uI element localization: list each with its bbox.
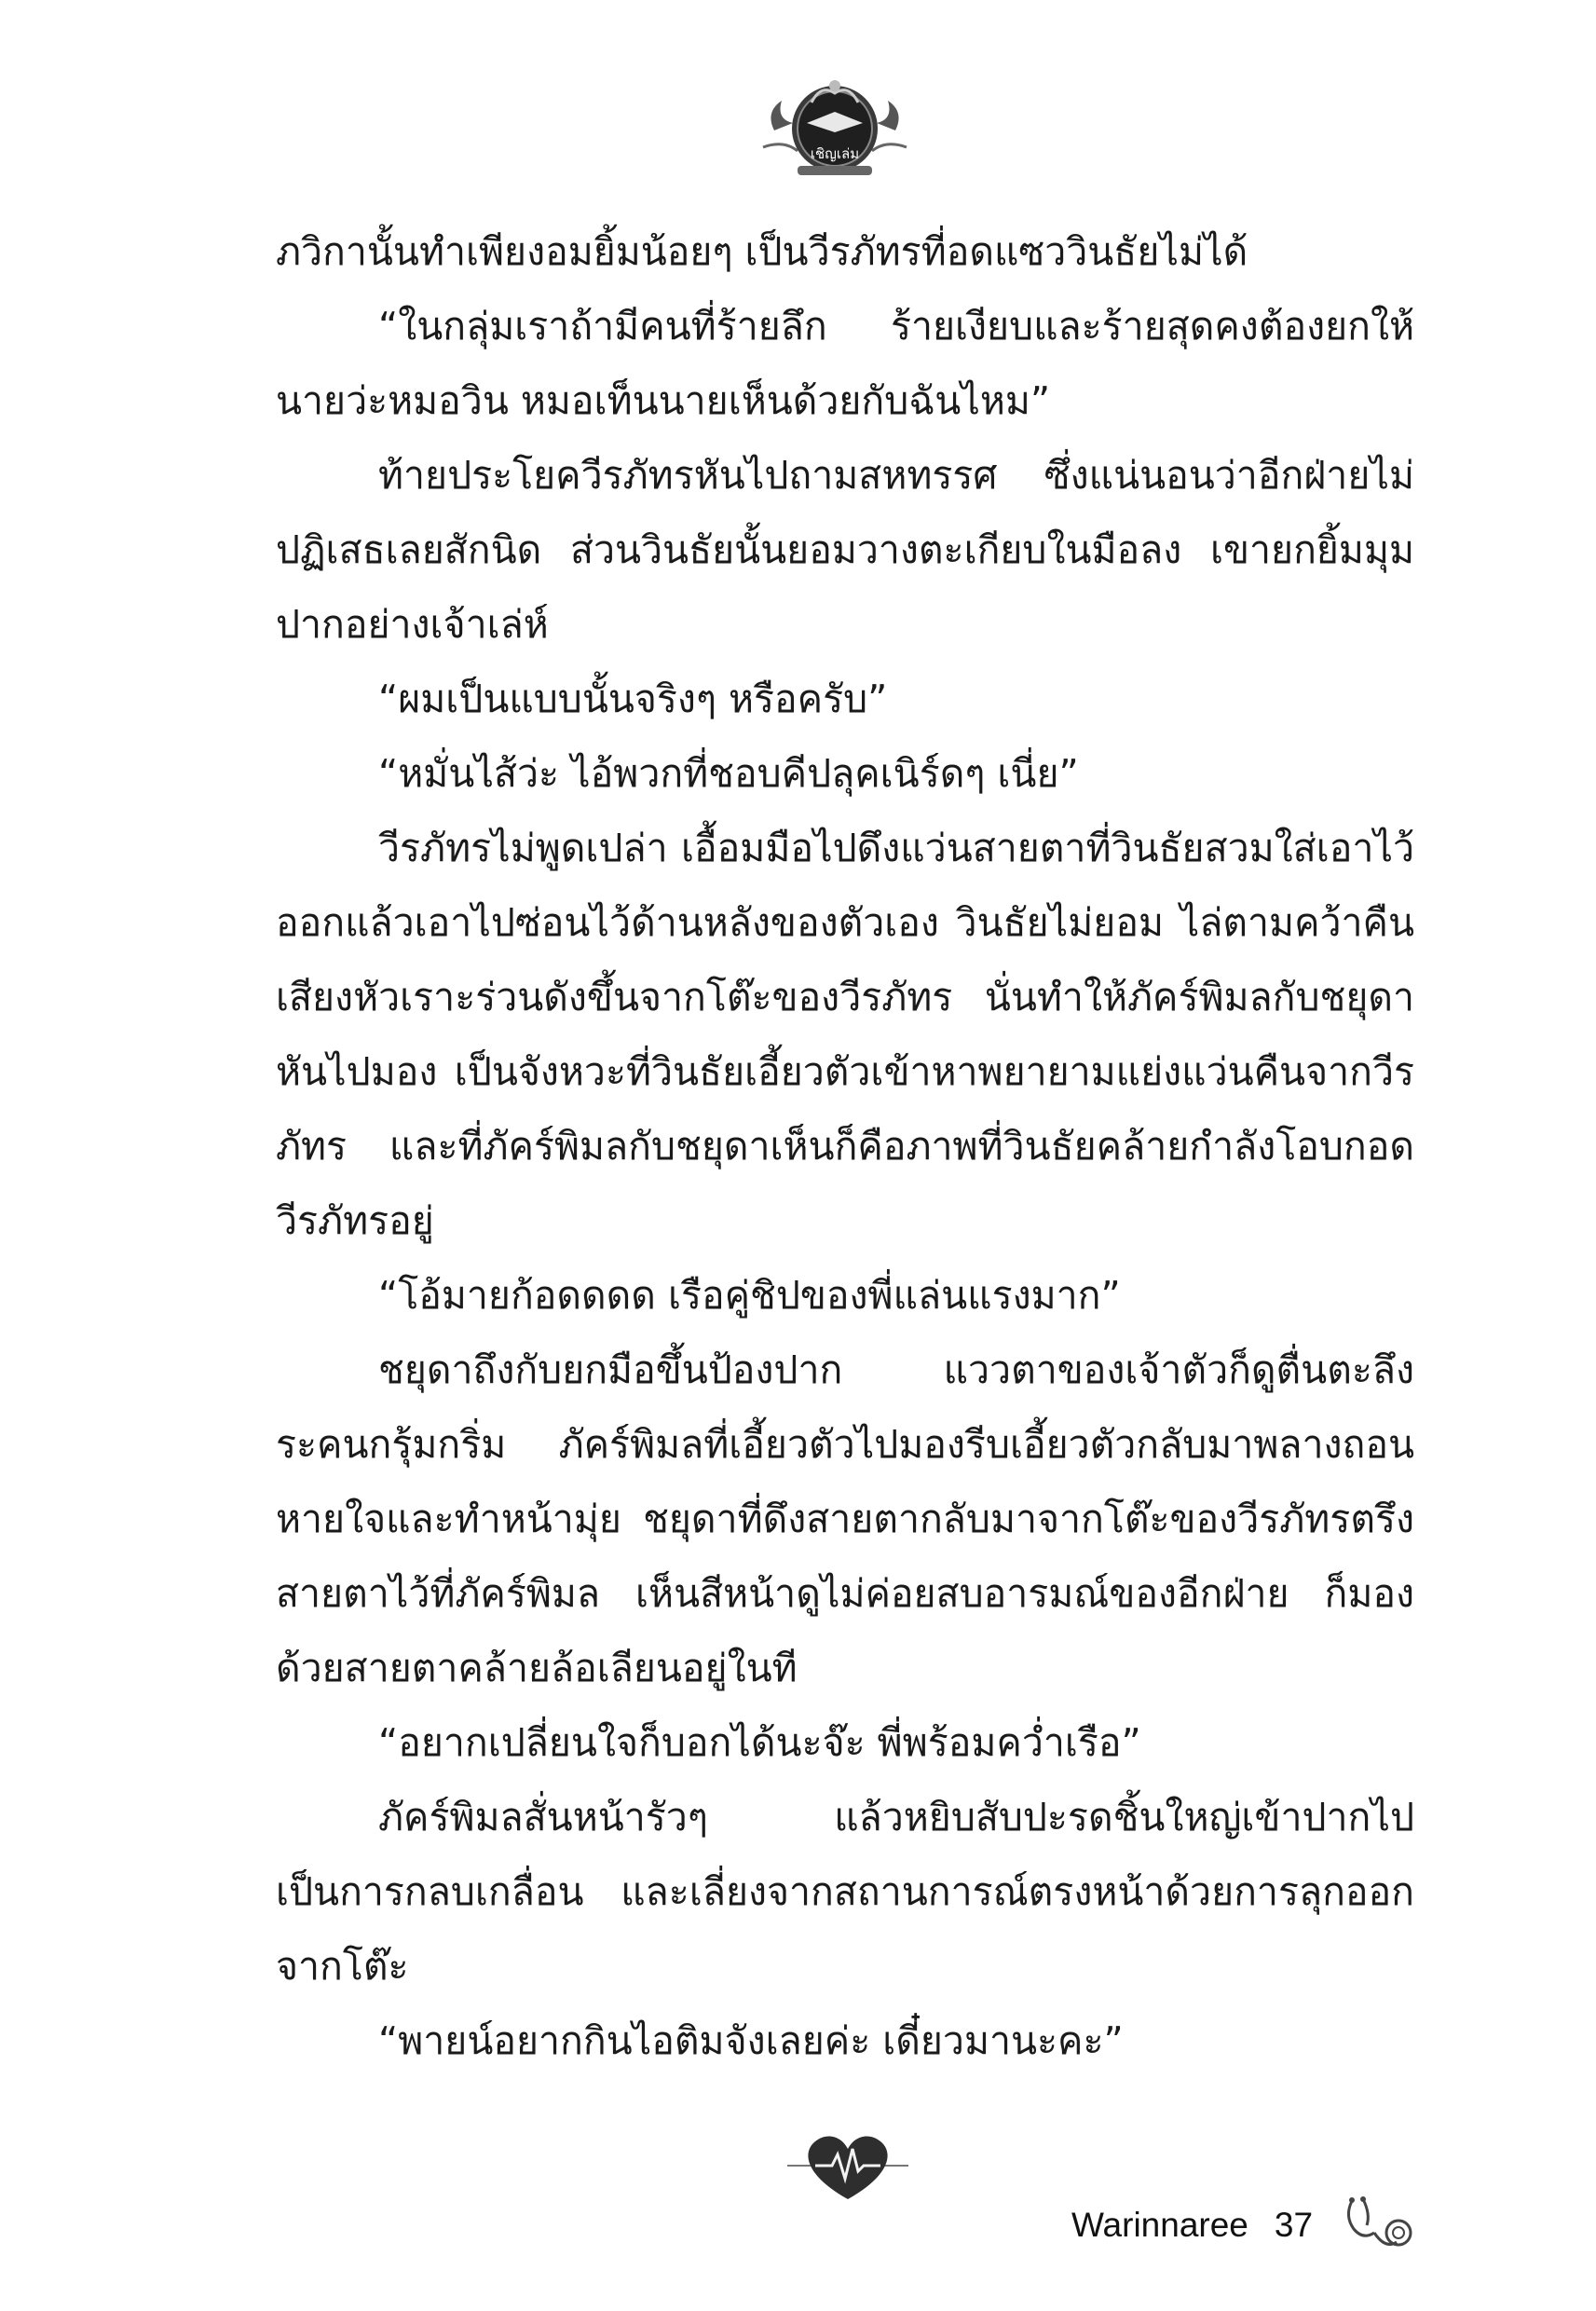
paragraph: ท้ายประโยควีรภัทรหันไปถามสหทรรศ ซึ่งแน่นอนว่าอีกฝ่ายไม่ปฏิเสธเลยสักนิด ส่วนวินธัยนั้นยอมวางตะเกียบในมือลง เขายกยิ้มมุมปากอย่างเจ้าเล่ห์ [276,453,1414,647]
paragraph: ชยุดาถึงกับยกมือขึ้นป้องปาก แววตาของเจ้าตัวก็ดูตื่นตะลึงระคนกรุ้มกริ่ม ภัคร์พิมลที่เอี้ยวตัวไปมองรีบเอี้ยวตัวกลับมาพลางถอนหายใจและทำหน้ามุ่ย ชยุดาที่ดึงสายตากลับมาจากโต๊ะของวีรภัทรตรึงสายตาไว้ที่ภัคร์พิมล เห็นสีหน้าดูไม่ค่อยสบอารมณ์ของอีกฝ่าย ก็มองด้วยสายตาคล้ายล้อเลียนอยู่ในที [276,1347,1414,1690]
paragraph: “หมั่นไส้ว่ะ ไอ้พวกที่ชอบคีปลุคเนิร์ดๆ เนี่ย” [378,751,1079,796]
paragraph: วีรภัทรไม่พูดเปล่า เอื้อมมือไปดึงแว่นสายตาที่วินธัยสวมใส่เอาไว้ออกแล้วเอาไปซ่อนไว้ด้านหลังของตัวเอง วินธัยไม่ยอม ไล่ตามคว้าคืน เสียงหัวเราะร่วนดังขึ้นจากโต๊ะของวีรภัทร นั่นทำให้ภัคร์พิมลกับชยุดาหันไปมอง เป็นจังหวะที่วินธัยเอี้ยวตัวเข้าหาพยายามแย่งแว่นคืนจากวีรภัทร และที่ภัคร์พิมลกับชยุดาเห็นก็คือภาพที่วินธัยคล้ายกำลังโอบกอดวีรภัทรอยู่ [276,826,1414,1243]
paragraph: “ผมเป็นแบบนั้นจริงๆ หรือครับ” [378,677,888,721]
book-crest-emblem-icon [756,65,914,186]
heart-heartbeat-icon [787,2125,908,2204]
stethoscope-icon [1339,2195,1413,2255]
page-footer [1071,2197,1413,2253]
paragraph: ภวิกานั้นทำเพียงอมยิ้มน้อยๆ เป็นวีรภัทรที่อดแซววินธัยไม่ได้ [276,229,1248,274]
paragraph: “อยากเปลี่ยนใจก็บอกได้นะจ๊ะ พี่พร้อมคว่ำเรือ” [378,1720,1141,1765]
paragraph: “ในกลุ่มเราถ้ามีคนที่ร้ายลึก ร้ายเงียบและร้ายสุดคงต้องยกให้นายว่ะหมอวิน หมอเท็นนายเห็นด้วยกับฉันไหม” [276,304,1414,423]
author-name: Warinnaree [1071,2206,1248,2244]
paragraph: ภัคร์พิมลสั่นหน้ารัวๆ แล้วหยิบสับปะรดชิ้นใหญ่เข้าปากไปเป็นการกลบเกลื่อน และเลี่ยงจากสถานการณ์ตรงหน้าด้วยการลุกออกจากโต๊ะ [276,1795,1414,1989]
paragraph: “โอ้มายก้อดดดด เรือคู่ชิปของพี่แล่นแรงมาก” [378,1273,1121,1318]
paragraph: “พายน์อยากกินไอติมจังเลยค่ะ เดี๋ยวมานะคะ” [378,2018,1124,2063]
page-number: 37 [1274,2206,1314,2244]
story-text [276,214,1414,2078]
emblem-text: เชิญเล่ม [810,145,860,162]
